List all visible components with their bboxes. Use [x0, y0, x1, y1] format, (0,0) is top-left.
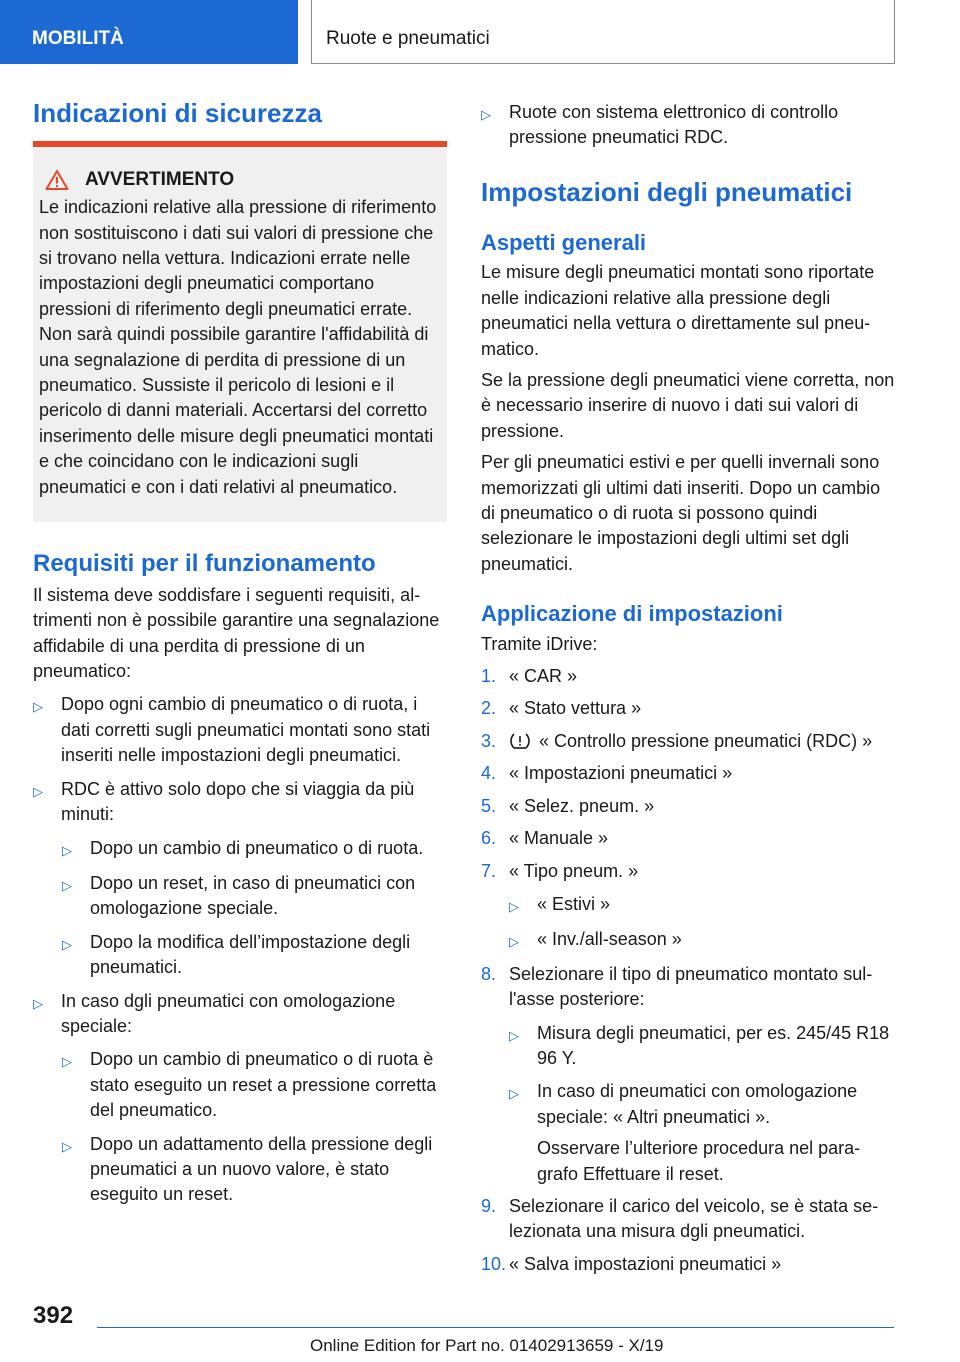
- footer-rule: [97, 1327, 894, 1328]
- left-column: [33, 98, 447, 1208]
- bullet-triangle-icon: ▷: [33, 783, 43, 799]
- paragraph: Se la pressione degli pneumatici viene corretta, non è necessario inserire di nuovo i dati sui valori di pressione.: [481, 370, 895, 441]
- list-item: ▷ Dopo un cambio di pneumatico o di ruota è stato eseguito un reset a pressione corretta del pneumatico.: [62, 1047, 447, 1123]
- bullet-triangle-icon: ▷: [62, 1138, 72, 1154]
- step-item: 6. « Manuale »: [481, 828, 609, 849]
- page-number: 392: [33, 1302, 74, 1329]
- step-item: 8. Selezionare il tipo di pneumatico montato sull'asse posteriore:: [481, 963, 873, 1010]
- step-item: 5. « Selez. pneum. »: [481, 795, 655, 816]
- list-item: ▷ Dopo un cambio di pneumatico o di ruota.: [62, 836, 447, 863]
- bullet-triangle-icon: ▷: [509, 934, 519, 950]
- settings-heading: Impostazioni degli pneumatici: [481, 176, 853, 207]
- tire-pressure-icon: [509, 731, 531, 751]
- step-item: 1. « CAR »: [481, 666, 578, 687]
- requirements-intro: Il sistema deve soddisfare i seguenti requisiti, altrimenti non è possibile garantire una segnalazione affidabile di una perdita di pressione di un pneumatico:: [33, 584, 440, 682]
- step-item: 10. « Salva impostazioni pneumatici »: [481, 1253, 782, 1274]
- sub-list: [509, 892, 895, 955]
- list-item: ▷ Dopo la modifica dell’impostazione degli pneumatici.: [62, 930, 447, 981]
- step-item: 2. « Stato vettura »: [481, 698, 642, 719]
- edition-text: Online Edition for Part no. 01402913659 - X/19: [310, 1336, 664, 1355]
- warning-box: [33, 147, 447, 522]
- bullet-triangle-icon: ▷: [509, 1027, 519, 1043]
- bullet-triangle-icon: ▷: [62, 1054, 72, 1070]
- section-title: MOBILITÀ: [32, 28, 124, 49]
- bullet-triangle-icon: ▷: [62, 842, 72, 858]
- step-note: Osservare l’ulteriore procedura nel paragrafo Effettuare il reset.: [537, 1138, 861, 1184]
- step-item: 9. Selezionare il carico del veicolo, se è stata selezionata una misura dgli pneumatici.: [481, 1195, 879, 1242]
- sub-list: [62, 1047, 447, 1207]
- bullet-triangle-icon: ▷: [62, 936, 72, 952]
- list-item: ▷ In caso dgli pneumatici con omologazione speciale:: [33, 989, 447, 1040]
- bullet-triangle-icon: ▷: [62, 877, 72, 893]
- chapter-title: Ruote e pneumatici: [326, 28, 490, 49]
- warning-title: AVVERTIMENTO: [85, 169, 235, 191]
- warning-text: Le indicazioni relative alla pressione di riferimento non sostituiscono i dati sui valori di pressione che si trovano nella vettura. Indicazioni errate nelle impostazioni degli pneumatici comportano pressioni di riferimento degli pneumatici errate. Non sarà quindi possibile garantire l'affidabilità di una segnalazione di perdita di pressione di un pneumatico. Sussiste il pericolo di lesioni e il pericolo di danni materiali. Accertarsi del corretto inserimento delle misure degli pneumatici montati e che coincidano con le indicazioni sugli pneumatici e con i dati relativi al pneumatico.: [39, 197, 437, 497]
- step-item: 4. « Impostazioni pneumatici »: [481, 763, 733, 784]
- step-item: 7. « Tipo pneum. »: [481, 860, 639, 881]
- sub-list: [509, 1021, 895, 1187]
- right-column: [481, 100, 895, 1277]
- bullet-triangle-icon: ▷: [33, 699, 43, 715]
- bullet-triangle-icon: ▷: [509, 1086, 519, 1102]
- apply-heading: Applicazione di impostazioni: [481, 601, 783, 627]
- list-item: ▷ Dopo un reset, in caso di pneumatici con omologazione speciale.: [62, 871, 447, 922]
- requirements-heading: Requisiti per il funzionamento: [33, 550, 376, 578]
- list-item: ▷ Misura degli pneumatici, per es. 245/45 R18 96 Y.: [509, 1021, 895, 1072]
- paragraph: Per gli pneumatici estivi e per quelli invernali sono memorizzati gli ultimi dati inseriti. Dopo un cambio di pneumatico o di ruota si possono quindi selezionare le impostazioni degli ultimi set dgli pneumatici.: [481, 452, 881, 574]
- warning-title-row: [45, 169, 441, 191]
- section-tab: [0, 0, 298, 64]
- list-item: ▷ RDC è attivo solo dopo che si viaggia da più minuti:: [33, 777, 447, 828]
- sub-list: [62, 836, 447, 981]
- list-item: ▷ Dopo un adattamento della pressione degli pneumatici a un nuovo valore, è stato eseguito un reset.: [62, 1132, 447, 1208]
- bullet-triangle-icon: ▷: [481, 107, 491, 122]
- apply-intro: Tramite iDrive:: [481, 633, 598, 654]
- list-item: ▷ In caso di pneumatici con omologazione speciale: « Altri pneumatici ».: [509, 1079, 895, 1130]
- bullet-triangle-icon: ▷: [509, 898, 519, 914]
- step-item: 3. « Controllo pressione pneumatici (RDC) »: [481, 730, 873, 751]
- list-item: ▷ Dopo ogni cambio di pneumatico o di ruota, i dati corretti sugli pneumatici montati sono stati inseriti nelle impostazioni degli pneumatici.: [33, 692, 447, 768]
- paragraph: Le misure degli pneumatici montati sono riportate nelle indicazioni relative alla pressione degli pneumatici nella vettura o direttamente sul pneumatico.: [481, 262, 875, 359]
- warning-triangle-icon: [45, 169, 69, 191]
- chapter-tab: [311, 0, 895, 64]
- safety-heading: Indicazioni di sicurezza: [33, 98, 322, 128]
- list-item: ▷ « Estivi »: [509, 892, 895, 919]
- list-item: ▷ Ruote con sistema elettronico di controllo pressione pneumatici RDC.: [481, 100, 895, 151]
- general-heading: Aspetti generali: [481, 230, 647, 255]
- bullet-triangle-icon: ▷: [33, 995, 43, 1011]
- list-item: ▷ « Inv./all-season »: [509, 927, 895, 954]
